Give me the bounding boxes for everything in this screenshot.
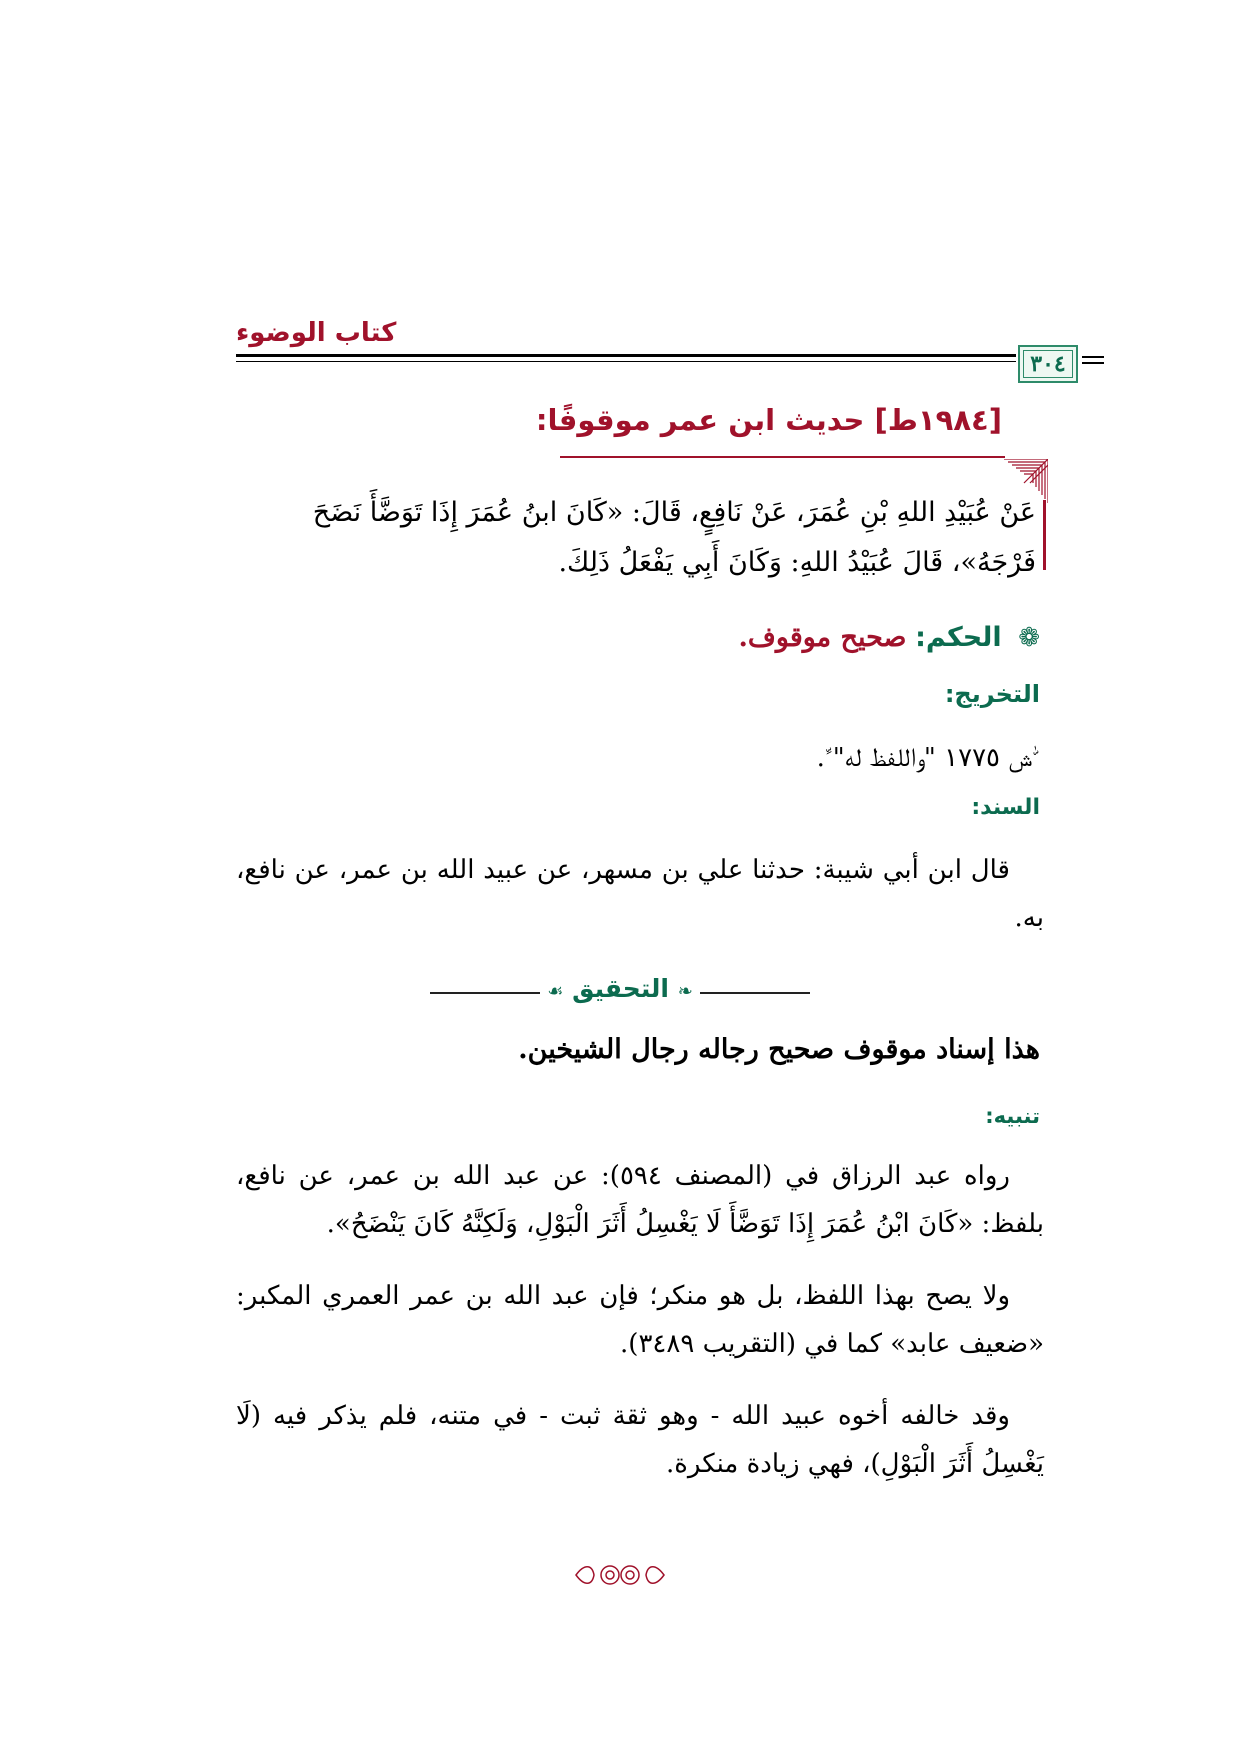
matn-side-bar	[1043, 500, 1046, 570]
tahqiq-conclusion: هذا إسناد موقوف صحيح رجاله رجال الشيخين.	[518, 1034, 1040, 1065]
sanad-text: قال ابن أبي شيبة: حدثنا علي بن مسهر، عن عبيد الله بن عمر، عن نافع، به.	[236, 855, 1044, 933]
takhrij-entry: ﱣش ١٧٧٥ "واللفظ له"ﱢ.	[816, 743, 1040, 773]
swirl-ornament-icon: ☙	[547, 981, 564, 1002]
hadith-title: [١٩٨٤ط] حديث ابن عمر موقوفًا:	[535, 403, 1002, 437]
page-number-frame	[1018, 345, 1078, 383]
takhrij-heading: التخريج:	[944, 680, 1040, 708]
tahqiq-heading: التحقيق	[572, 974, 669, 1003]
tanbih-paragraph-2: ولا يصح بهذا اللفظ، بل هو منكر؛ فإن عبد الله بن عمر العمري المكبر: «ضعيف عابد» كما في (التقريب ٣٤٨٩).	[236, 1281, 1044, 1359]
title-underline	[560, 456, 1005, 458]
page-number: ٣٠٤	[1030, 351, 1066, 377]
end-ornament-icon	[570, 1560, 670, 1590]
hadith-matn	[236, 488, 1036, 588]
tahqiq-divider	[430, 974, 810, 1008]
tahqiq-heading-wrap	[430, 974, 810, 1003]
hukm-line	[200, 622, 1040, 653]
running-header-title: كتاب الوضوء	[236, 318, 397, 348]
matn-line-1: عَنْ عُبَيْدِ اللهِ بْنِ عُمَرَ، عَنْ نَافِعٍ، قَالَ: «كَانَ ابنُ عُمَرَ إِذَا تَوَضَّأَ نَضَحَ	[312, 497, 1036, 528]
matn-line-2: فَرْجَهُ»، قَالَ عُبَيْدُ اللهِ: وَكَانَ أَبِي يَفْعَلُ ذَلِكَ.	[558, 547, 1036, 578]
tanbih-heading: تنبيه:	[985, 1104, 1040, 1128]
hukm-value: صحيح موقوف.	[738, 622, 907, 653]
tanbih-paragraph-1: رواه عبد الرزاق في (المصنف ٥٩٤): عن عبد الله بن عمر، عن نافع، بلفظ: «كَانَ ابْنُ عُمَرَ إِذَا تَوَضَّأَ لَا يَغْسِلُ أَثَرَ الْبَوْلِ، وَلَكِنَّهُ كَانَ يَنْضَحُ».	[236, 1161, 1044, 1239]
flower-bullet-icon: ❁	[1018, 623, 1040, 653]
hukm-label: الحكم:	[915, 622, 1002, 653]
header-rule	[236, 354, 1016, 357]
header-rule-right-lower	[1082, 362, 1104, 364]
swirl-ornament-icon: ❧	[677, 981, 693, 1002]
tanbih-paragraph-3: وقد خالفه أخوه عبيد الله - وهو ثقة ثبت - في متنه، فلم يذكر فيه (لَا يَغْسِلُ أَثَرَ الْبَوْلِ)، فهي زيادة منكرة.	[236, 1401, 1044, 1479]
header-rule-right	[1082, 356, 1104, 358]
sanad-heading: السند:	[971, 795, 1040, 820]
header-rule-thin	[236, 361, 1016, 362]
